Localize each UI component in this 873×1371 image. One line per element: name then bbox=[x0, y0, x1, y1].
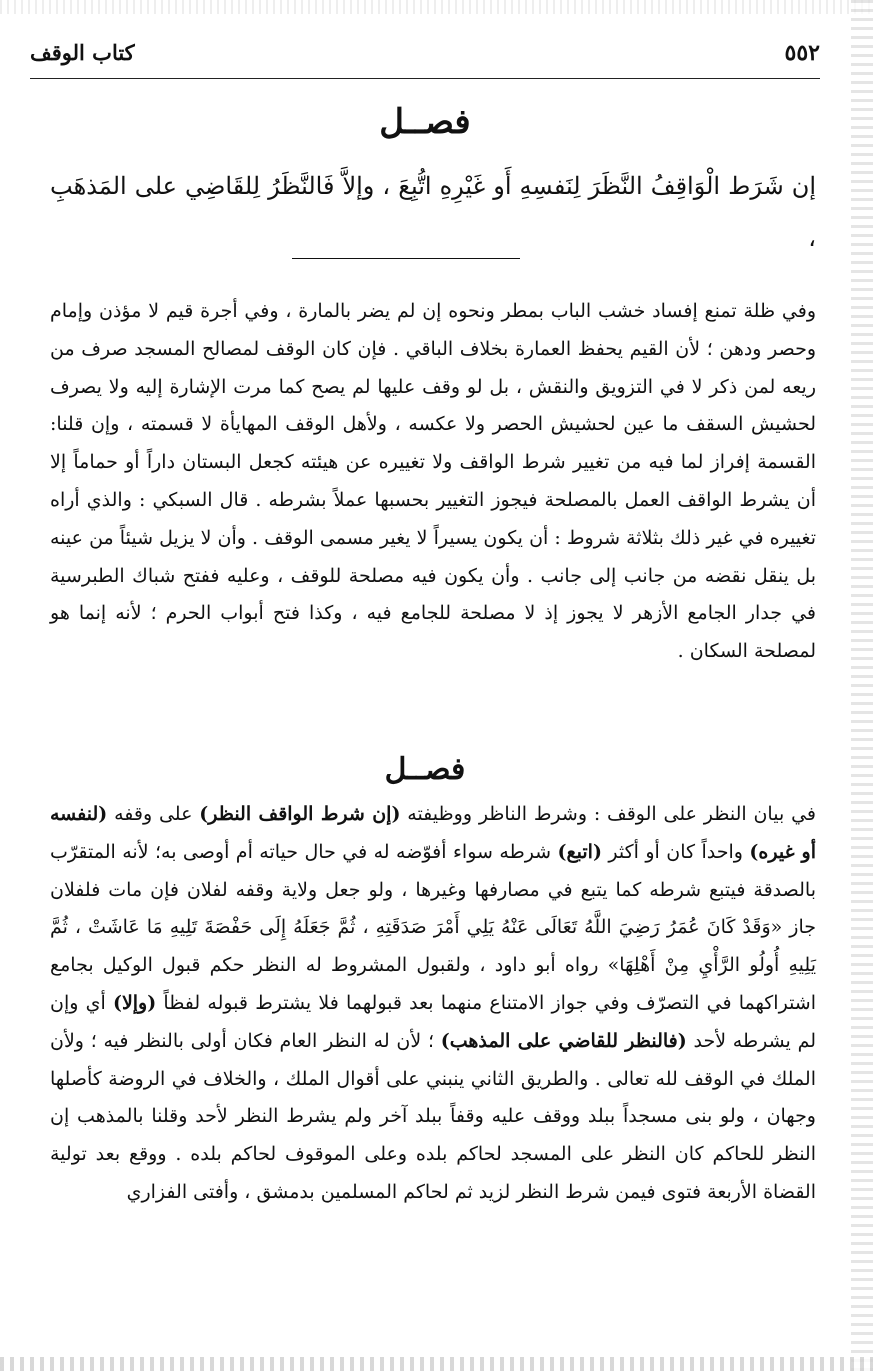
matn-quote: (اتبع) bbox=[557, 840, 602, 863]
page-number: ٥٥٢ bbox=[784, 40, 820, 66]
commentary-text: على وقفه bbox=[107, 803, 200, 825]
running-header bbox=[30, 36, 820, 76]
scan-border-bottom bbox=[0, 1357, 873, 1371]
matn-quote: (وإلا) bbox=[112, 991, 157, 1014]
section-heading: فصــل bbox=[379, 102, 471, 142]
matn-quote: (فالنظر للقاضي على المذهب) bbox=[440, 1029, 687, 1052]
book-title: كتاب الوقف bbox=[30, 40, 135, 65]
commentary-text: واحداً كان أو أكثر bbox=[601, 840, 750, 863]
header-divider bbox=[30, 78, 820, 79]
commentary-text: شرطه سواء أفوّضه له في حال حياته أم أوصى به؛ لأنه المتقرّب بالصدقة فيتبع شرطه كما يتبع في مصارفها وغيرها ، ولو جعل ولاية وقفه لفلان فإن مات فلفلان جاز «وَقَدْ كَانَ عُمَرُ رَضِيَ اللَّهُ تَعَالَى عَنْهُ يَلِي أَمْرَ صَدَقَتِهِ ، ثُمَّ جَعَلَهُ إِلَى حَفْصَةَ تَلِيهِ مَا عَاشَتْ ، ثُمَّ يَلِيهِ أُولُو الرَّأْيِ مِنْ أَهْلِهَا» رواه أبو داود ، ولقبول المشروط له النظر حكم قبول الوكيل بجامع اشتراكهما في التصرّف وفي جواز الامتناع منهما بعد قبولهما فلا يشترط قبوله لفظاً bbox=[50, 840, 817, 1014]
section-heading-2: فصــل bbox=[384, 752, 466, 787]
commentary-paragraph: وفي ظلة تمنع إفساد خشب الباب بمطر ونحوه إن لم يضر بالمارة ، وفي أجرة قيم لا مؤذن وإمام وحصر ودهن ؛ لأن القيم يحفظ العمارة بخلاف الباقي . فإن كان الوقف لمصالح المسجد صرف من ريعه لمن ذكر لا في التزويق والنقش ، بل لو وقف عليها لم يصح كما مرت الإشارة إليه ولا يصرف لحشيش السقف ما عين لحشيش الحصر ولا عكسه ، ولأهل الوقف المهايأة لا قسمته ، وإن قلنا: القسمة إفراز لما فيه من تغيير شرط الواقف ولا تغييره عن هيئته كجعل البستان داراً أو حماماً إلا أن يشرط الواقف العمل بالمصلحة فيجوز التغيير بحسبها عملاً بشرطه . قال السبكي : والذي أراه تغييره في غير ذلك بثلاثة شروط : أن يكون يسيراً لا يغير مسمى الوقف . وأن لا يزيل شيئاً من عينه بل ينقل نقضه من جانب إلى جانب . وأن يكون فيه مصلحة للوقف ، وعليه ففتح شباك الطبرسية في جدار الجامع الأزهر لا يجوز إذ لا مصلحة للجامع فيه ، وكذا فتح أبواب الحرم ؛ لأنه إنما هو لمصلحة السكان . bbox=[50, 300, 816, 663]
matn-quote: (إن شرط الواقف النظر) bbox=[199, 803, 401, 825]
matn-divider bbox=[292, 258, 520, 259]
commentary-text: أي وإن لم يشرطه لأحد bbox=[50, 991, 817, 1052]
commentary-text: ؛ لأن له النظر العام فكان أولى بالنظر فيه ؛ ولأن الملك في الوقف لله تعالى . والطريق الثاني ينبني على أقوال الملك ، والخلاف في الروضة كأصلها وجهان ، ولو بنى مسجداً ببلد ووقف عليه وقفاً ببلد آخر ولم يشرط النظر لأحد وقلنا بالمذهب إن النظر للحاكم كان النظر على المسجد لحاكم بلده وعلى الموقوف لحاكم بلده . ووقع بعد تولية القضاة الأربعة فتوى فيمن شرط النظر لزيد ثم لحاكم المسلمين بدمشق ، وأفتى الفزاري bbox=[50, 1029, 816, 1203]
matn-quote: (لنفسه أو غيره) bbox=[50, 803, 816, 863]
commentary-paragraph-2 bbox=[50, 796, 816, 1212]
scan-border-right bbox=[851, 0, 873, 1371]
scan-border-top bbox=[0, 0, 873, 14]
matn-text: إن شَرَط الْوَاقِفُ النَّظَرَ لِنَفسِهِ أَو غَيْرِهِ اتُّبِعَ ، وإلاَّ فَالنَّظَرُ لِلقَاضِي على المَذهَبِ ، bbox=[50, 172, 816, 252]
commentary-text: في بيان النظر على الوقف : وشرط الناظر ووظيفته bbox=[400, 803, 816, 825]
